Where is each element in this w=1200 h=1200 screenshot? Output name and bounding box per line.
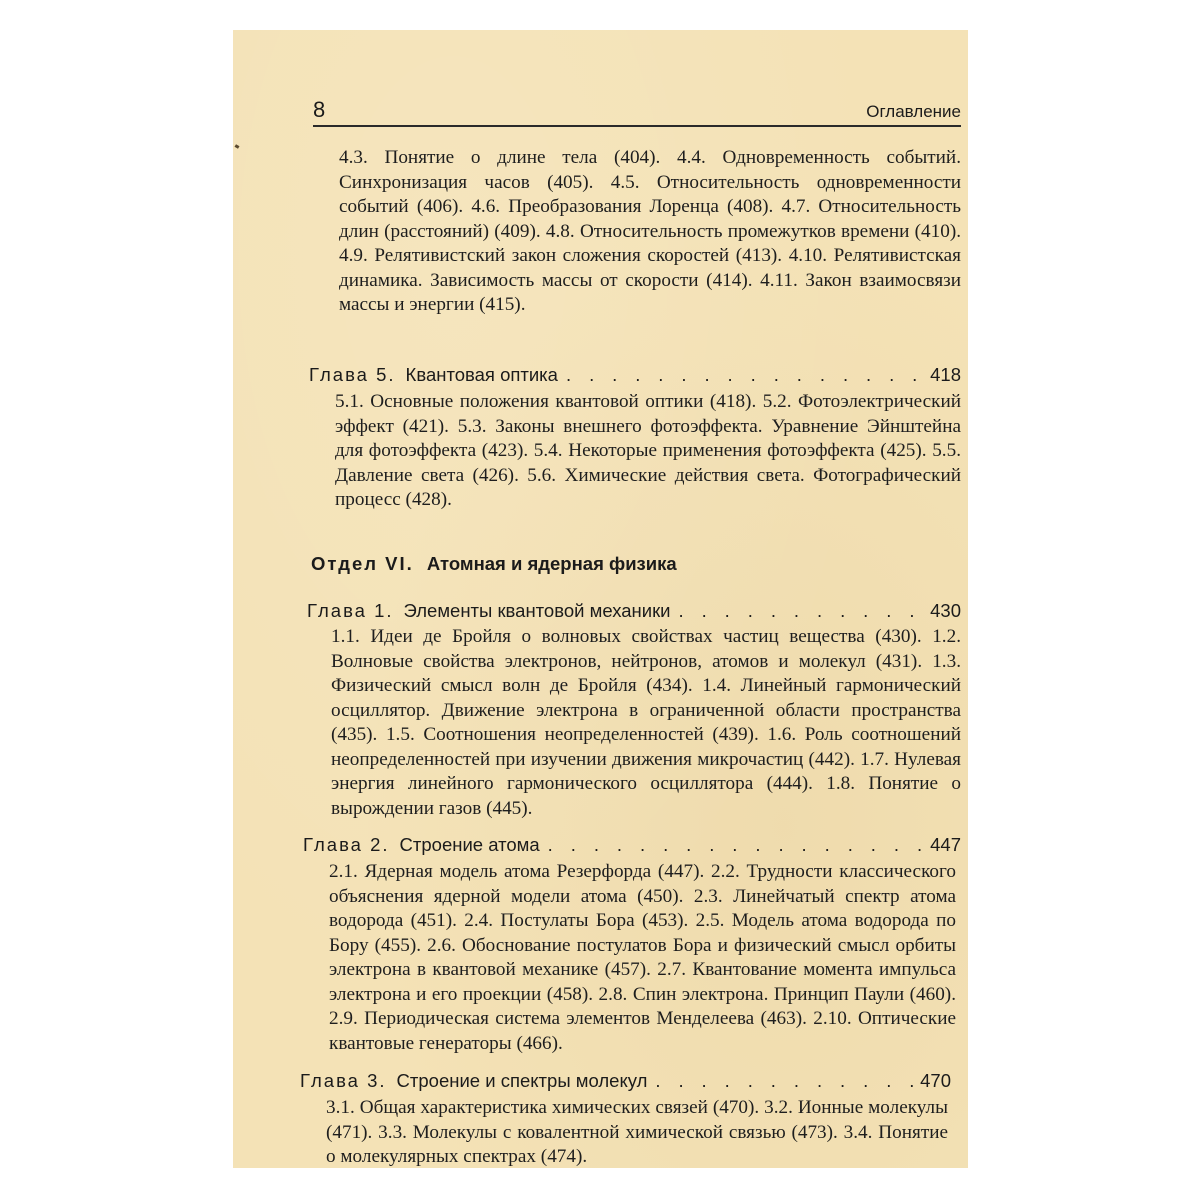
scan-speck [235,144,240,149]
chapter-5-page: 418 [930,364,961,385]
page-header [313,95,961,127]
chapter-2-page: 447 [930,834,961,855]
section-6-title: Атомная и ядерная физика [426,553,677,574]
section-6-chapter-1-entry [307,600,961,622]
leader-dots [679,600,927,622]
running-title: Оглавление [866,102,961,121]
chapter-3-label: Глава 3. [300,1070,387,1091]
leader-dots [548,834,926,856]
chapter-1-title: Элементы квантовой механики [403,600,671,621]
chapter-4-contents: 4.3. Понятие о длине тела (404). 4.4. Одновременность событий. Синхронизация часов (405). 4.5. Относительность одновременности событий (406). 4.6. Преобразования Лоренца (408). 4.7. Относительность длин (расстояний) (409). 4.8. Относительность промежутков времени (410). 4.9. Релятивистский закон сложения скоростей (413). 4.10. Релятивистская динамика. Зависимость массы от скорости (414). 4.11. Закон взаимосвязи массы и энергии (415). [339,147,961,315]
chapter-5-contents: 5.1. Основные положения квантовой оптики (418). 5.2. Фотоэлектрический эффект (421). 5.3. Законы внешнего фотоэффекта. Уравнение Эйнштейна для фотоэффекта (423). 5.4. Некоторые применения фотоэффекта (425). 5.5. Давление света (426). 5.6. Химические действия света. Фотографический процесс (428). [335,391,961,510]
chapter-2-label: Глава 2. [303,834,390,855]
chapter-3-contents: 3.1. Общая характеристика химических связей (470). 3.2. Ионные молекулы (471). 3.3. Молекулы с ковалентной химической связью (473). 3.4. Понятие о молекулярных спектрах (474). [326,1097,948,1167]
section-6-heading [311,553,677,575]
section-6-chapter-2-entry [303,834,961,856]
chapter-1-page: 430 [930,600,961,621]
section-6-chapter-3-entry [300,1070,951,1092]
chapter-1-contents: 1.1. Идеи де Бройля о волновых свойствах частиц вещества (430). 1.2. Волновые свойства электронов, нейтронов, атомов и молекул (431). 1.3. Физический смысл волн де Бройля (434). 1.4. Линейный гармонический осциллятор. Движение электрона в ограниченной области пространства (435). 1.5. Соотношения неопределенностей (439). 1.6. Роль соотношений неопределенностей при изучении движения микрочастиц (442). 1.7. Нулевая энергия линейного гармонического осциллятора (444). 1.8. Понятие о вырождении газов (445). [331,626,961,819]
chapter-3-title: Строение и спектры молекул [396,1070,648,1091]
chapter-3-page: 470 [920,1070,951,1091]
leader-dots [655,1070,916,1092]
chapter-5-entry [309,364,961,386]
chapter-1-label: Глава 1. [307,600,394,621]
book-page [233,30,968,1168]
chapter-2-title: Строение атома [399,834,540,855]
chapter-5-label: Глава 5. [309,364,396,385]
chapter-2-contents: 2.1. Ядерная модель атома Резерфорда (447). 2.2. Трудности классического объяснения ядерной модели атома (450). 2.3. Линейчатый спектр атома водорода (451). 2.4. Постулаты Бора (453). 2.5. Модель атома водорода по Бору (455). 2.6. Обоснование постулатов Бора и физический смысл орбиты электрона в квантовой механике (457). 2.7. Квантование момента импульса электрона и его проекции (458). 2.8. Спин электрона. Принцип Паули (460). 2.9. Периодическая система элементов Менделеева (463). 2.10. Оптические квантовые генераторы (466). [329,861,956,1054]
chapter-5-title: Квантовая оптика [405,364,558,385]
section-6-label: Отдел VI. [311,553,414,574]
leader-dots [566,364,926,386]
page-number: 8 [313,97,326,122]
